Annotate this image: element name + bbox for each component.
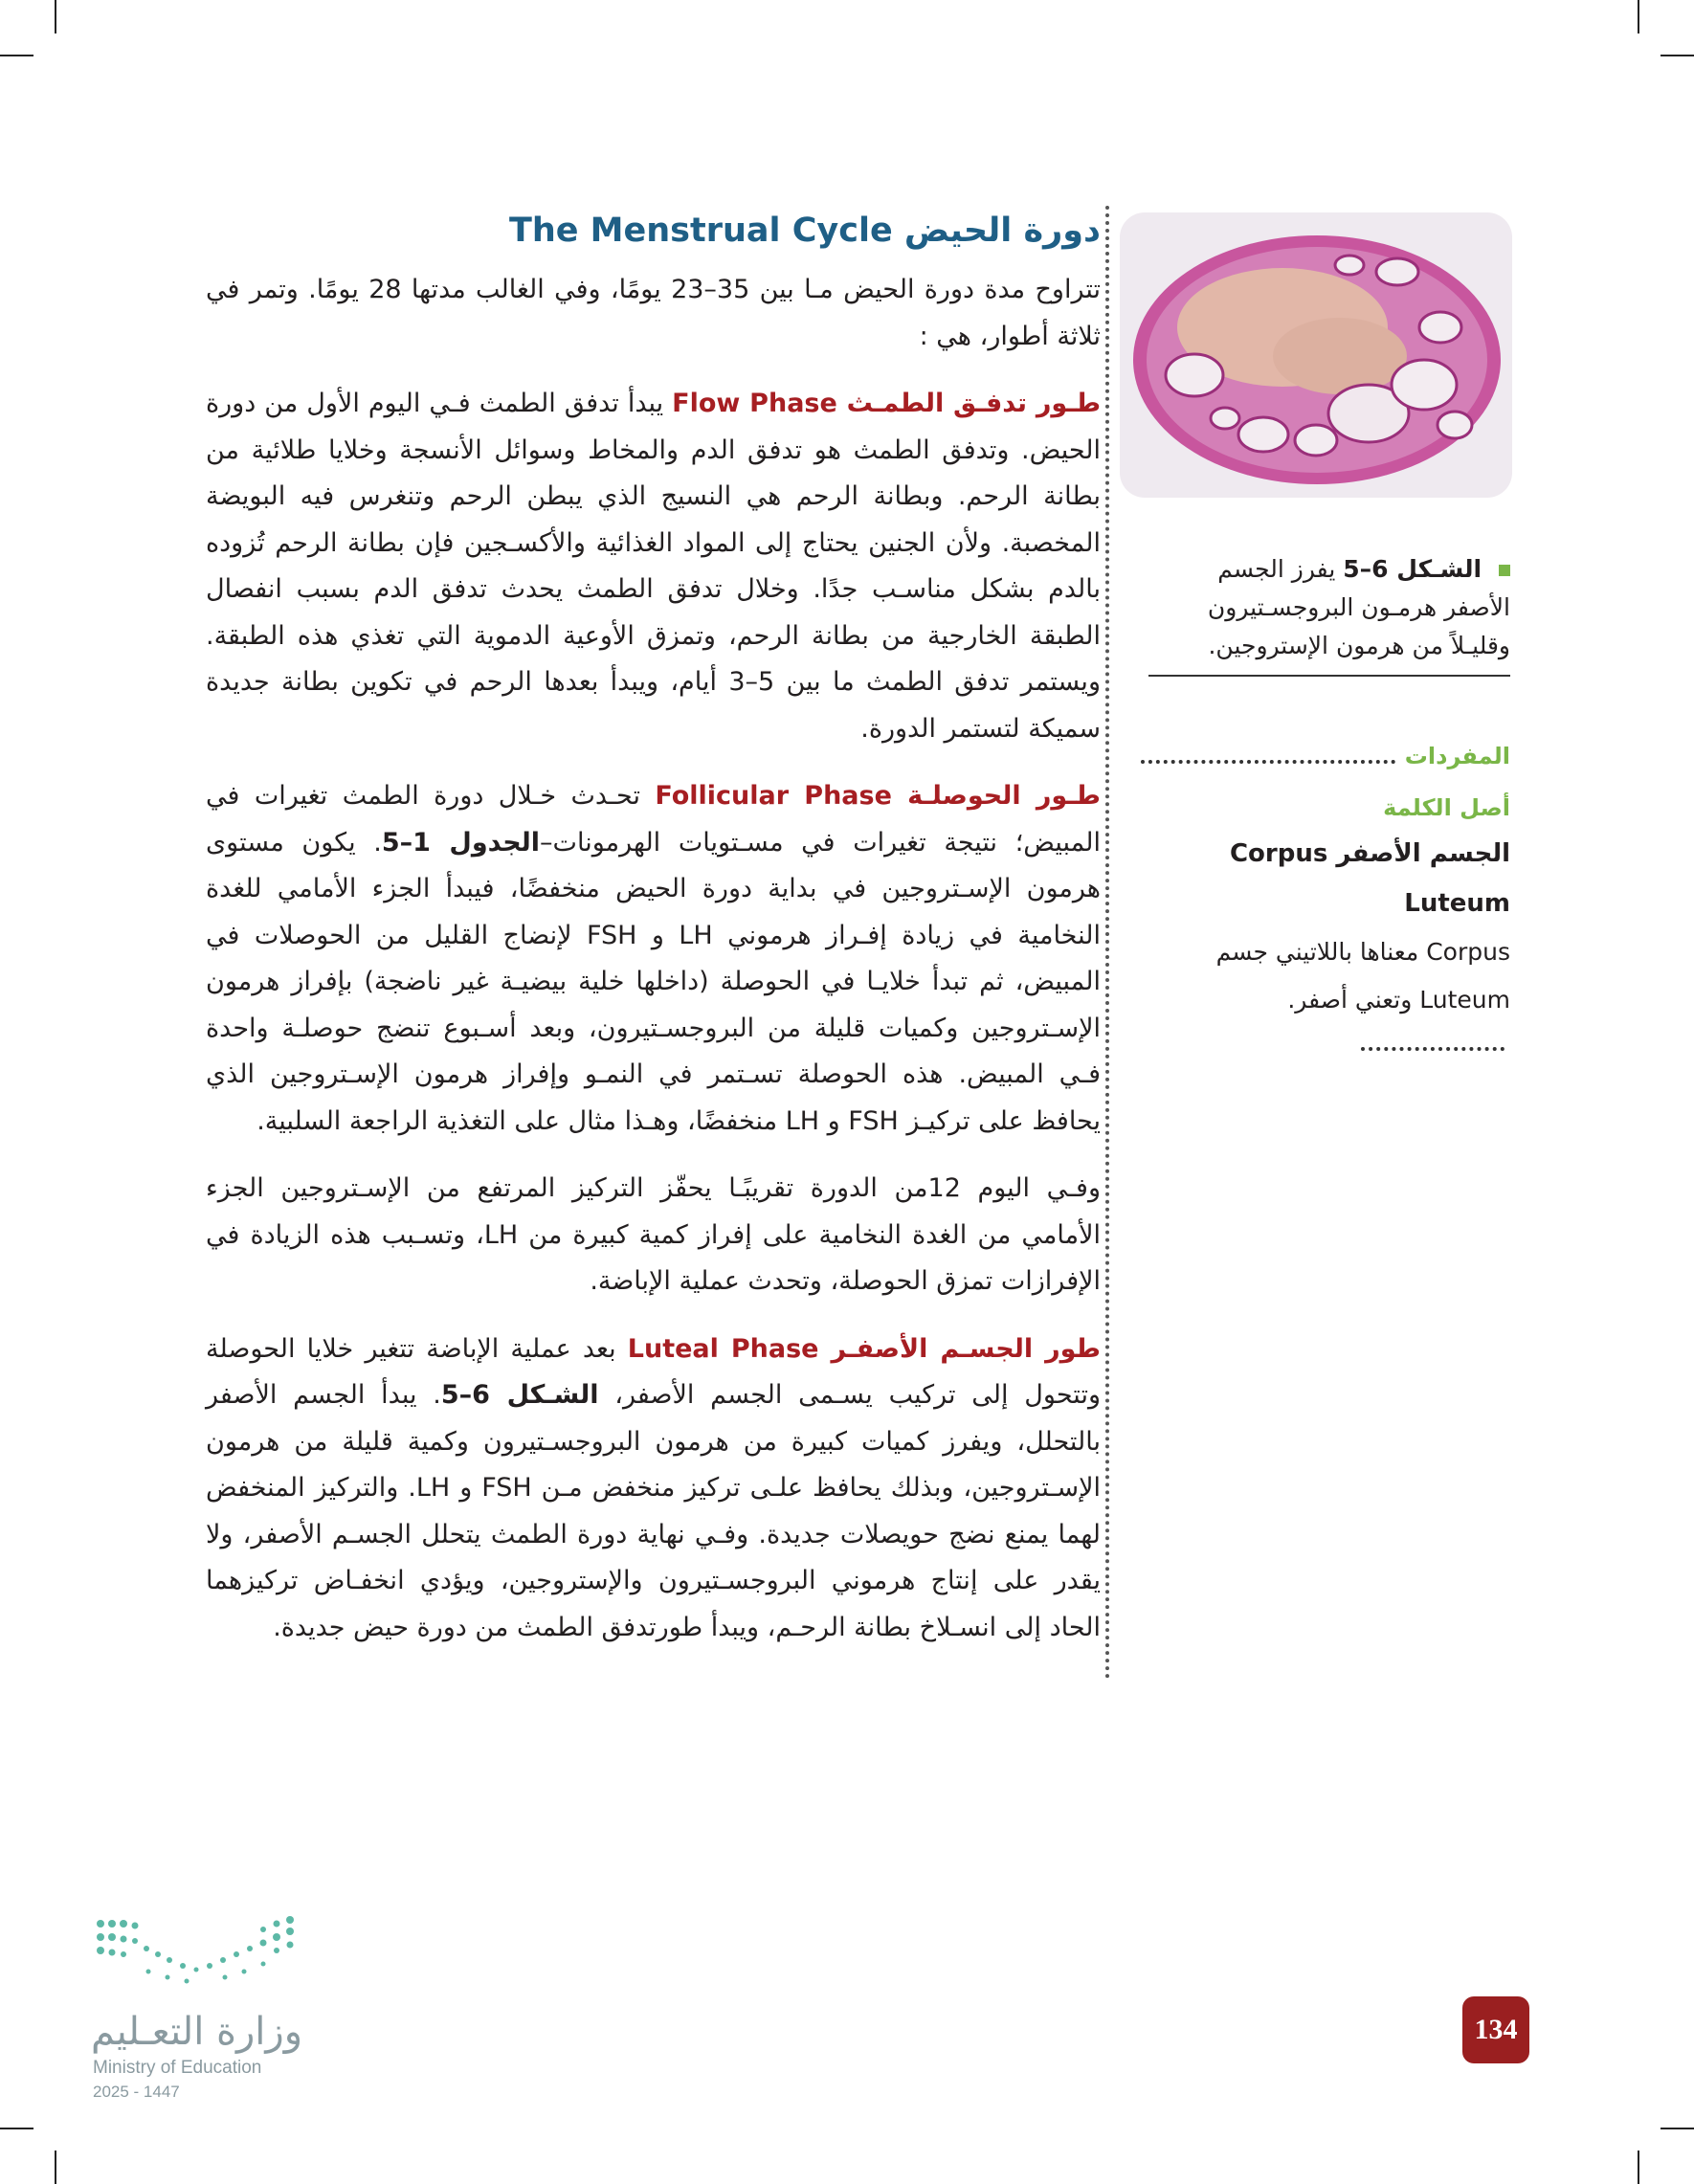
micrograph-illustration (1120, 212, 1512, 498)
crop-mark (0, 55, 33, 56)
follicular-phase-text-b: . يكون مستوى هرمون الإسـتروجين في بداية دورة الحيض منخفضًا، فيبدأ الجزء الأمامي للغدة النخامية في زيادة إفـراز هرموني LH و FSH لإنضاج القليل من الحوصلات في المبيض، ثم تبدأ خلايـا في الحوصلة (داخلها خلية بيضيـة غير ناضجة) بإفراز هرمون الإسـتروجين وكميات قليلة من البروجسـتيرون، وبعد أسـبوع تنضج حوصلـة واحدة فـي المبيض. هذه الحوصلة تسـتمر في النمـو وإفراز هرمون الإسـتروجين الذي يحافظ على تركيـز FSH و LH منخفضًا، وهـذا مثال على التغذية الراجعة السلبية. (206, 827, 1101, 1136)
vocabulary-title: المفردات (1404, 743, 1510, 769)
figure-reference: الشـكل 6–5 (440, 1380, 599, 1410)
ministry-name-arabic: وزارة التعـليم (91, 2010, 303, 2054)
vocabulary-definition-text: Corpus معناها باللاتيني جسم Luteum وتعني أصفر. (1215, 938, 1510, 1014)
page-number: 134 (1474, 2014, 1518, 2045)
flow-phase-text: يبدأ تدفق الطمث فـي اليوم الأول من دورة الحيض. وتدفق الطمث هو تدفق الدم والمخاط وسوائل الأنسجة وخلايا طلائية من بطانة الرحم. وبطانة الرحم هي النسيج الذي يبطن الرحم وتنغرس فيه البويضة المخصبة. ولأن الجنين يحتاج إلى المواد الغذائية والأكسـجين فإن بطانة الرحم تُزوده بالدم بشكل مناسـب جدًا. وخلال تدفق الطمث يحدث تدفق الدم بسبب انفصال الطبقة الخارجية من بطانة الرحم، وتمزق الأوعية الدموية التي تغذي هذه الطبقة. ويستمر تدفق الطمث ما بين 5–3 أيام، ويبدأ بعدها الرحم في تكوين بطانة جديدة سميكة لتستمر الدورة. (206, 389, 1101, 744)
vocabulary-header (1141, 737, 1510, 775)
main-column (206, 206, 1101, 1680)
follicular-phase-paragraph (206, 773, 1101, 1145)
ministry-name-english: Ministry of Education (93, 2058, 262, 2078)
corpus-luteum-micrograph (1120, 212, 1512, 498)
figure-caption-text: يفرز الجسم الأصفر هرمـون البروجسـتيرون وقليـلاً من هرمون الإستروجين. (1207, 555, 1510, 659)
word-origin-label: أصل الكلمة (1383, 794, 1510, 821)
follicular-phase-text-a: تحـدث خـلال دورة الطمث تغيرات في المبيض؛ نتيجة تغيرات في مسـتويات الهرمونات– (206, 781, 1101, 858)
ministry-dots-icon (91, 1914, 311, 2000)
ministry-logo (91, 1914, 311, 2106)
figure-label: الشـكل 6–5 (1343, 555, 1482, 583)
follicular-phase-heading: طـور الحوصلـة Follicular Phase (655, 781, 1101, 811)
ovulation-paragraph: وفـي اليوم 12من الدورة تقريبًـا يحفّز التركيز المرتفع من الإسـتروجين الجزء الأمامي من الغدة النخامية على إفراز كمية كبيرة من LH، وتسـبب هذه الزيادة في الإفرازات تمزق الحوصلة، وتحدث عملية الإباضة. (206, 1173, 1101, 1296)
vocabulary-term: الجسم الأصفر Corpus Luteum (1229, 839, 1510, 918)
flow-phase-paragraph (206, 381, 1101, 752)
page-number-badge (1462, 1996, 1529, 2063)
crop-mark (1661, 2128, 1694, 2129)
luteal-phase-paragraph (206, 1326, 1101, 1652)
luteal-phase-text-b: . يبدأ الجسم الأصفر بالتحلل، ويفرز كميات كبيرة من هرمون البروجسـتيرون وكمية قليلة من هرمون الإسـتروجين، وبذلك يحافظ علـى تركيز منخفض مـن FSH و LH. والتركيز المنخفض لهما يمنع نضج حويصلات جديدة. وفـي نهاية دورة الطمث يتحلل الجسـم الأصفر، ولا يقدر على إنتاج هرموني البروجسـتيرون والإستروجين، ويؤدي انخفـاض تركيزهما الحاد إلى انسـلاخ بطانة الرحـم، ويبدأ طورتدفق الطمث من دورة حيض جديدة. (206, 1380, 1101, 1642)
crop-mark (55, 0, 56, 33)
crop-mark (1661, 55, 1694, 56)
crop-mark (1638, 2151, 1639, 2184)
crop-mark (0, 2128, 33, 2129)
intro-paragraph: تتراوح مدة دورة الحيض مـا بين 35–23 يومًا، وفي الغالب مدتها 28 يومًا. وتمر في ثلاثة أطوار، هي : (206, 275, 1102, 351)
section-title: دورة الحيض The Menstrual Cycle (508, 212, 1101, 250)
luteal-phase-text-a: بعد عملية الإباضة تتغير خلايا الحوصلة وتتحول إلى تركيب يسـمى الجسم الأصفر، (206, 1333, 1101, 1410)
flow-phase-heading: طـور تدفـق الطمـث Flow Phase (672, 389, 1101, 418)
vocabulary-definition (1141, 928, 1510, 1072)
figure-caption (1148, 550, 1510, 677)
dotted-rule (1141, 760, 1395, 764)
edition-year: 2025 - 1447 (93, 2083, 180, 2101)
crop-mark (1638, 0, 1639, 33)
column-divider (1105, 206, 1109, 1680)
vocabulary-box (1141, 737, 1510, 1072)
crop-mark (55, 2151, 56, 2184)
caption-square-icon (1499, 565, 1510, 576)
table-reference: الجدول 1–5 (381, 827, 541, 858)
luteal-phase-heading: طور الجسـم الأصفـر Luteal Phase (627, 1333, 1101, 1364)
dotted-rule (1361, 1047, 1505, 1051)
